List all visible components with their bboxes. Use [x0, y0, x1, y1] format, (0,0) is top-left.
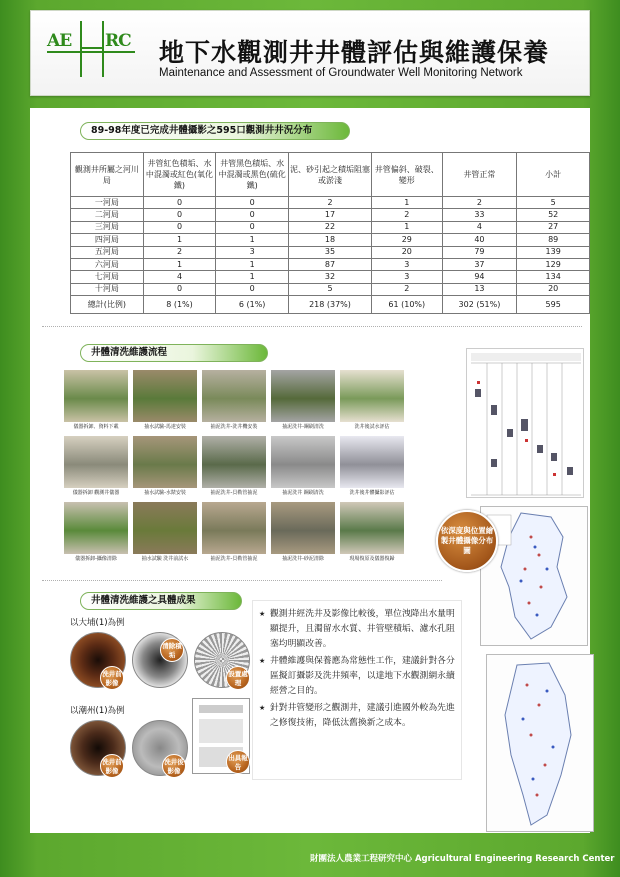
table-cell: 4 — [442, 221, 517, 233]
process-photo-caption: 抽泥洗井-貝勒管抽泥 — [210, 556, 258, 562]
process-photo-caption: 抽水試驗 洗井前試水 — [141, 556, 189, 562]
table-cell: 3 — [372, 258, 443, 270]
dapu-well-images — [70, 632, 260, 690]
table-cell: 4 — [143, 271, 216, 283]
table-cell: 2 — [442, 197, 517, 209]
table-cell: 89 — [517, 234, 590, 246]
table-header: 觀測井所屬之河川局 — [71, 153, 144, 197]
process-photo-caption: 抽泥洗井 鋼刷清洗 — [282, 490, 324, 496]
table-cell: 33 — [442, 209, 517, 221]
table-row — [71, 221, 590, 233]
badge-after-2: 洗井後影像 — [162, 754, 186, 778]
table-cell: 五河局 — [71, 246, 144, 258]
table-cell: 1 — [372, 221, 443, 233]
process-photo — [64, 370, 128, 432]
table-cell: 十河局 — [71, 283, 144, 295]
table-row — [71, 283, 590, 295]
results-bullets — [252, 600, 462, 780]
table-cell: 27 — [517, 221, 590, 233]
table-cell: 134 — [517, 271, 590, 283]
process-photo-image — [202, 502, 266, 554]
section-divider — [42, 326, 582, 327]
process-photo-image — [271, 436, 335, 488]
process-photo-image — [202, 370, 266, 422]
process-photo-caption: 儀器拆卸、資料下載 — [73, 424, 119, 430]
table-header-row — [71, 153, 590, 197]
table-cell: 40 — [442, 234, 517, 246]
process-photo — [271, 502, 335, 564]
depth-chart-graphic — [467, 349, 585, 499]
table-cell: 1 — [216, 271, 289, 283]
table-cell: 總計(比例) — [71, 296, 144, 314]
process-photo — [133, 502, 197, 564]
map-callout-badge: 依深度與位置繪製井體攝像分布圖 — [436, 510, 498, 572]
table-cell: 2 — [372, 209, 443, 221]
section-title-results: 井體清洗維護之具體成果 — [80, 592, 242, 610]
badge-report: 出具報告 — [226, 750, 250, 774]
table-cell: 0 — [216, 283, 289, 295]
content-panel — [30, 108, 590, 833]
well-depth-chart-image — [466, 348, 584, 498]
process-photo — [64, 436, 128, 498]
process-photo-caption: 抽泥洗井-砂泥清除 — [282, 556, 324, 562]
process-photo-caption: 抽泥洗井-貝勒管抽泥 — [210, 490, 258, 496]
header-banner — [30, 10, 590, 96]
table-header: 井管紅色積垢、水中混濁或紅色(氧化鐵) — [143, 153, 216, 197]
process-photo-image — [340, 436, 404, 488]
table-cell: 37 — [442, 258, 517, 270]
logo-mark — [80, 21, 104, 77]
table-row — [71, 246, 590, 258]
process-photo — [202, 502, 266, 564]
process-photo — [64, 502, 128, 564]
process-photo-caption: 抽水試驗-水錶安裝 — [144, 490, 186, 496]
table-cell: 20 — [372, 246, 443, 258]
table-cell: 139 — [517, 246, 590, 258]
table-total-row — [71, 296, 590, 314]
aerc-logo — [47, 17, 135, 83]
table-row — [71, 271, 590, 283]
table-row — [71, 234, 590, 246]
process-photo-image — [271, 370, 335, 422]
process-photo — [340, 370, 404, 432]
table-cell: 302 (51%) — [442, 296, 517, 314]
bullet-item: ★ 井體維護與保養應為常態性工作，建議針對各分區擬訂攝影及洗井頻率，以達地下水觀測網永續經營之目的。 — [259, 654, 455, 699]
process-photo-caption: 抽水試驗-馬達安裝 — [144, 424, 186, 430]
table-cell: 1 — [143, 258, 216, 270]
table-cell: 6 (1%) — [216, 296, 289, 314]
table-cell: 29 — [372, 234, 443, 246]
table-cell: 0 — [216, 221, 289, 233]
table-cell: 七河局 — [71, 271, 144, 283]
table-row — [71, 258, 590, 270]
table-cell: 1 — [216, 258, 289, 270]
table-cell: 595 — [517, 296, 590, 314]
north-map-graphic — [481, 507, 589, 647]
table-cell: 32 — [288, 271, 371, 283]
table-cell: 0 — [143, 221, 216, 233]
table-cell: 0 — [143, 197, 216, 209]
table-cell: 17 — [288, 209, 371, 221]
table-cell: 0 — [216, 209, 289, 221]
table-cell: 一河局 — [71, 197, 144, 209]
bullet-item: ★ 針對井管變形之觀測井，建議引進國外較為先進之修復技術，降低汰舊換新之成本。 — [259, 701, 455, 731]
table-cell: 0 — [143, 283, 216, 295]
process-photo-image — [340, 502, 404, 554]
chaozhou-well-images — [70, 720, 260, 778]
south-map-graphic — [487, 655, 595, 833]
table-header: 泥、砂引起之積垢阻塞或淤淺 — [288, 153, 371, 197]
logo-hline — [47, 51, 135, 53]
process-photo — [202, 436, 266, 498]
footer-org: 財團法人農業工程研究中心 Agricultural Engineering Research Center — [310, 854, 615, 864]
section-title-process: 井體清洗維護流程 — [80, 344, 268, 362]
process-photo-image — [64, 370, 128, 422]
process-photo-image — [133, 370, 197, 422]
table-header: 井管正常 — [442, 153, 517, 197]
bullet-item: ★ 觀測井經洗井及影像比較後，單位洩降出水量明顯提升，且濁留水水質、井管壁積垢、濾水孔阻塞均明顯改善。 — [259, 607, 455, 652]
table-header: 井管黑色積垢、水中混濁或黑色(硫化鐵) — [216, 153, 289, 197]
process-photo-caption: 洗井後試水評估 — [354, 424, 390, 430]
process-photo-image — [202, 436, 266, 488]
process-photo-caption: 洗井後井體攝影評估 — [349, 490, 395, 496]
table-cell: 218 (37%) — [288, 296, 371, 314]
process-photo — [133, 370, 197, 432]
process-photo — [271, 436, 335, 498]
table-cell: 1 — [143, 234, 216, 246]
process-photo — [340, 502, 404, 564]
page-subtitle: Maintenance and Assessment of Groundwater Well Monitoring Network — [159, 67, 523, 79]
distribution-sidebar — [460, 346, 588, 836]
table-row — [71, 197, 590, 209]
logo-left-text: AE — [47, 31, 72, 51]
table-cell: 22 — [288, 221, 371, 233]
table-cell: 0 — [143, 209, 216, 221]
process-photo — [340, 436, 404, 498]
process-photo-caption: 儀器拆卸-攝像清除 — [75, 556, 117, 562]
process-photo-image — [340, 370, 404, 422]
badge-before: 洗井前影像 — [100, 666, 124, 690]
table-cell: 二河局 — [71, 209, 144, 221]
process-photo — [202, 370, 266, 432]
table-row — [71, 209, 590, 221]
table-cell: 87 — [288, 258, 371, 270]
process-photo-grid — [64, 370, 408, 568]
example-label-chaozhou: 以潮州(1)為例 — [70, 706, 125, 716]
taiwan-map-north — [480, 506, 588, 646]
table-cell: 三河局 — [71, 221, 144, 233]
table-cell: 129 — [517, 258, 590, 270]
table-cell: 8 (1%) — [143, 296, 216, 314]
process-photo-image — [271, 502, 335, 554]
table-cell: 79 — [442, 246, 517, 258]
section-title-distribution: 89-98年度已完成井體攝影之595口觀測井井況分布 — [80, 122, 350, 140]
section-divider — [42, 580, 442, 581]
table-cell: 3 — [372, 271, 443, 283]
table-cell: 35 — [288, 246, 371, 258]
well-condition-table — [70, 152, 590, 314]
process-photo-caption: 現場復原及儀器復歸 — [349, 556, 395, 562]
table-cell: 94 — [442, 271, 517, 283]
process-photo-caption: 抽泥洗井-鋼刷清洗 — [282, 424, 324, 430]
badge-before-2: 洗井前影像 — [100, 754, 124, 778]
table-cell: 六河局 — [71, 258, 144, 270]
process-photo-image — [133, 436, 197, 488]
table-cell: 52 — [517, 209, 590, 221]
logo-right-text: RC — [105, 31, 131, 51]
table-cell: 20 — [517, 283, 590, 295]
process-photo-caption: 儀器拆卸 觀測井儀器 — [72, 490, 120, 496]
process-photo-image — [133, 502, 197, 554]
table-cell: 5 — [517, 197, 590, 209]
process-photo — [133, 436, 197, 498]
table-header: 小計 — [517, 153, 590, 197]
process-photo — [271, 370, 335, 432]
table-header: 井管偏斜、破裂、變形 — [372, 153, 443, 197]
process-photo-image — [64, 502, 128, 554]
table-cell: 5 — [288, 283, 371, 295]
table-cell: 四河局 — [71, 234, 144, 246]
table-cell: 2 — [143, 246, 216, 258]
table-cell: 3 — [216, 246, 289, 258]
table-cell: 13 — [442, 283, 517, 295]
taiwan-map-south — [486, 654, 594, 832]
process-photo-caption: 抽泥洗井-洗井機安裝 — [210, 424, 258, 430]
table-cell: 61 (10%) — [372, 296, 443, 314]
table-cell: 2 — [372, 283, 443, 295]
table-cell: 0 — [216, 197, 289, 209]
badge-clean: 清除積垢 — [160, 638, 184, 662]
table-cell: 1 — [372, 197, 443, 209]
page-title: 地下水觀測井井體評估與維護保養 — [159, 38, 550, 67]
table-cell: 1 — [216, 234, 289, 246]
table-cell: 18 — [288, 234, 371, 246]
process-photo-image — [64, 436, 128, 488]
badge-process: 設置處理 — [226, 666, 250, 690]
table-cell: 2 — [288, 197, 371, 209]
example-label-dapu: 以大埔(1)為例 — [70, 618, 125, 628]
